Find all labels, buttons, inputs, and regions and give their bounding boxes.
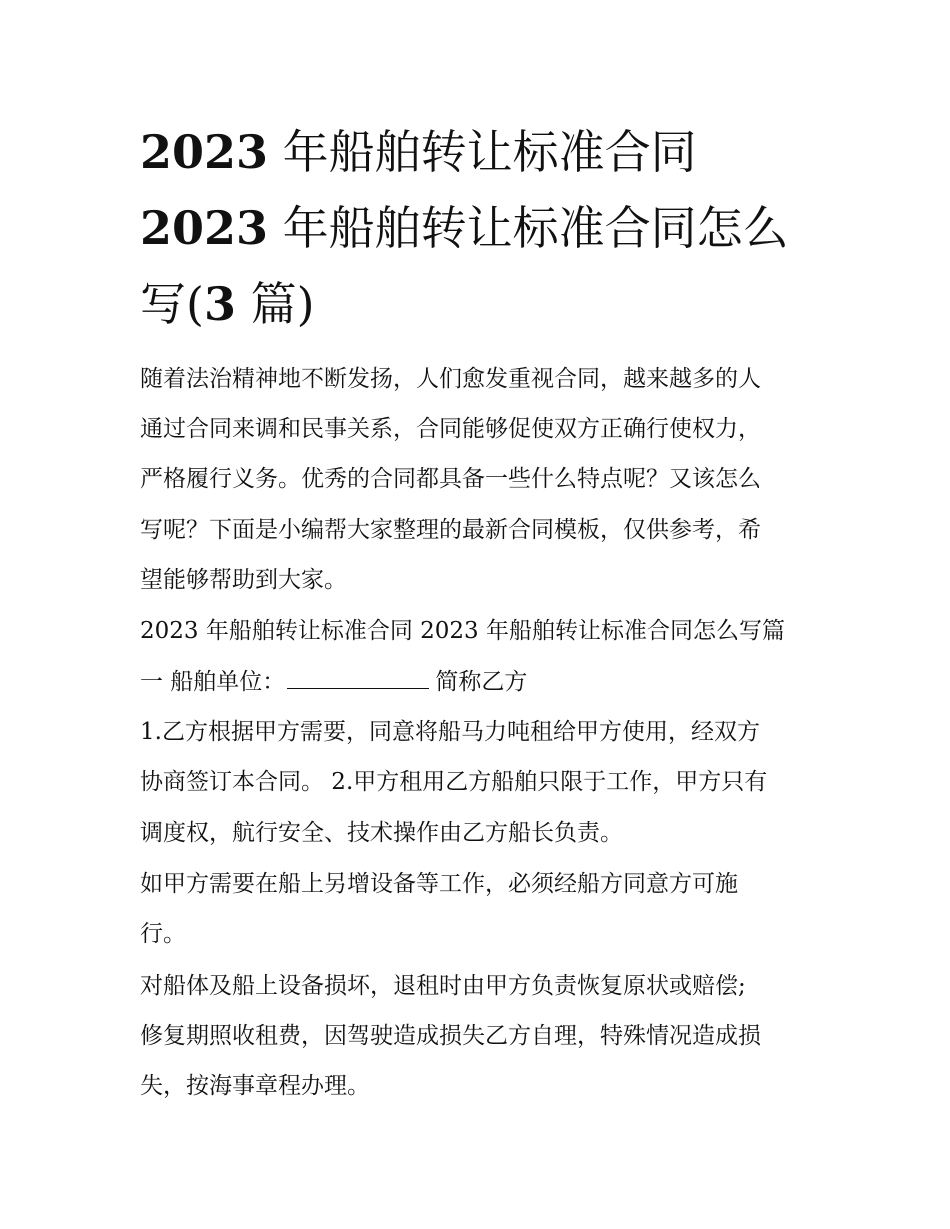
intro-line-4: 写呢？下面是小编帮大家整理的最新合同模板，仅供参考，希 <box>140 517 761 543</box>
title-text-2: 年船舶转让标准合同怎么 <box>282 201 789 255</box>
title-count-3: 3 <box>203 277 236 331</box>
title-post-3: 篇) <box>250 277 315 331</box>
section-heading-line: 2023 年船舶转让标准合同 2023 年船舶转让标准合同怎么写篇 <box>140 618 785 644</box>
document-title-line-2 <box>140 190 820 266</box>
ship-unit-label: 一 船舶单位： <box>140 669 286 695</box>
clause-line-7: 修复期照收租费，因驾驶造成损失乙方自理，特殊情况造成损 <box>140 1023 761 1049</box>
document-title-line-3 <box>140 266 820 342</box>
intro-line-1: 随着法治精神地不断发扬，人们愈发重视合同，越来越多的人 <box>140 366 761 392</box>
ship-unit-line <box>140 657 820 707</box>
title-year-2: 2023 <box>140 201 269 255</box>
clause-line-2: 协商签订本合同。 2.甲方租用乙方船舶只限于工作，甲方只有 <box>140 769 768 795</box>
clause-line-4: 如甲方需要在船上另增设备等工作，必须经船方同意方可施 <box>140 871 738 897</box>
title-text-1: 年船舶转让标准合同 <box>282 125 697 179</box>
title-year-1: 2023 <box>140 125 269 179</box>
clause-line-3: 调度权，航行安全、技术操作由乙方船长负责。 <box>140 820 623 846</box>
clause-line-6: 对船体及船上设备损坏，退租时由甲方负责恢复原状或赔偿; <box>140 973 746 999</box>
intro-line-5: 望能够帮助到大家。 <box>140 567 347 593</box>
intro-line-2: 通过合同来调和民事关系，合同能够促使双方正确行使权力， <box>140 416 761 442</box>
document-title-line-1 <box>140 114 820 190</box>
ship-unit-suffix: 简称乙方 <box>435 669 528 695</box>
clause-line-8: 失，按海事章程办理。 <box>140 1073 370 1099</box>
clause-line-1: 1.乙方根据甲方需要，同意将船马力吨租给甲方使用，经双方 <box>140 719 760 745</box>
title-pre-3: 写( <box>140 277 204 331</box>
ship-unit-blank <box>287 666 429 689</box>
intro-line-3: 严格履行义务。优秀的合同都具备一些什么特点呢？又该怎么 <box>140 466 761 492</box>
clause-line-5: 行。 <box>140 921 186 947</box>
